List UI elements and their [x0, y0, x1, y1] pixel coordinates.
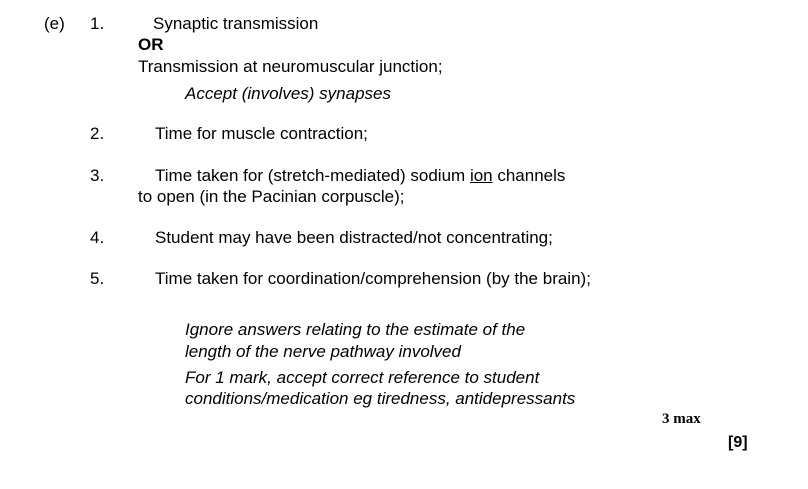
item-3-underlined-word: ion	[469, 166, 493, 185]
guidance-accept-line1: For 1 mark, accept correct reference to student	[185, 368, 540, 387]
item-number-2: 2.	[90, 124, 105, 143]
guidance-accept-line2: conditions/medication eg tiredness, antidepressants	[185, 389, 576, 408]
item-number-3: 3.	[90, 166, 105, 185]
item-1-note: Accept (involves) synapses	[185, 84, 391, 103]
item-3-line1	[155, 166, 565, 186]
item-3-line2: to open (in the Pacinian corpuscle);	[138, 187, 405, 206]
item-1-or-label: OR	[138, 35, 164, 54]
item-5-line1: Time taken for coordination/comprehension (by the brain);	[155, 269, 591, 288]
guidance-ignore-line1: Ignore answers relating to the estimate of the	[185, 320, 526, 339]
item-4-line1: Student may have been distracted/not concentrating;	[155, 228, 553, 247]
guidance-ignore-line2: length of the nerve pathway involved	[185, 342, 461, 361]
item-3-line1-before: Time taken for (stretch-mediated) sodium	[155, 166, 470, 185]
item-1-line2: Transmission at neuromuscular junction;	[138, 57, 443, 76]
max-marks-label: 3 max	[662, 411, 701, 427]
item-number-5: 5.	[90, 269, 105, 288]
item-3-line1-after: channels	[492, 166, 566, 185]
item-number-1: 1.	[90, 14, 105, 33]
part-label: (e)	[44, 14, 65, 33]
item-2-line1: Time for muscle contraction;	[155, 124, 368, 143]
total-marks-label: [9]	[728, 434, 748, 451]
item-number-4: 4.	[90, 228, 105, 247]
item-1-line1: Synaptic transmission	[153, 14, 319, 33]
